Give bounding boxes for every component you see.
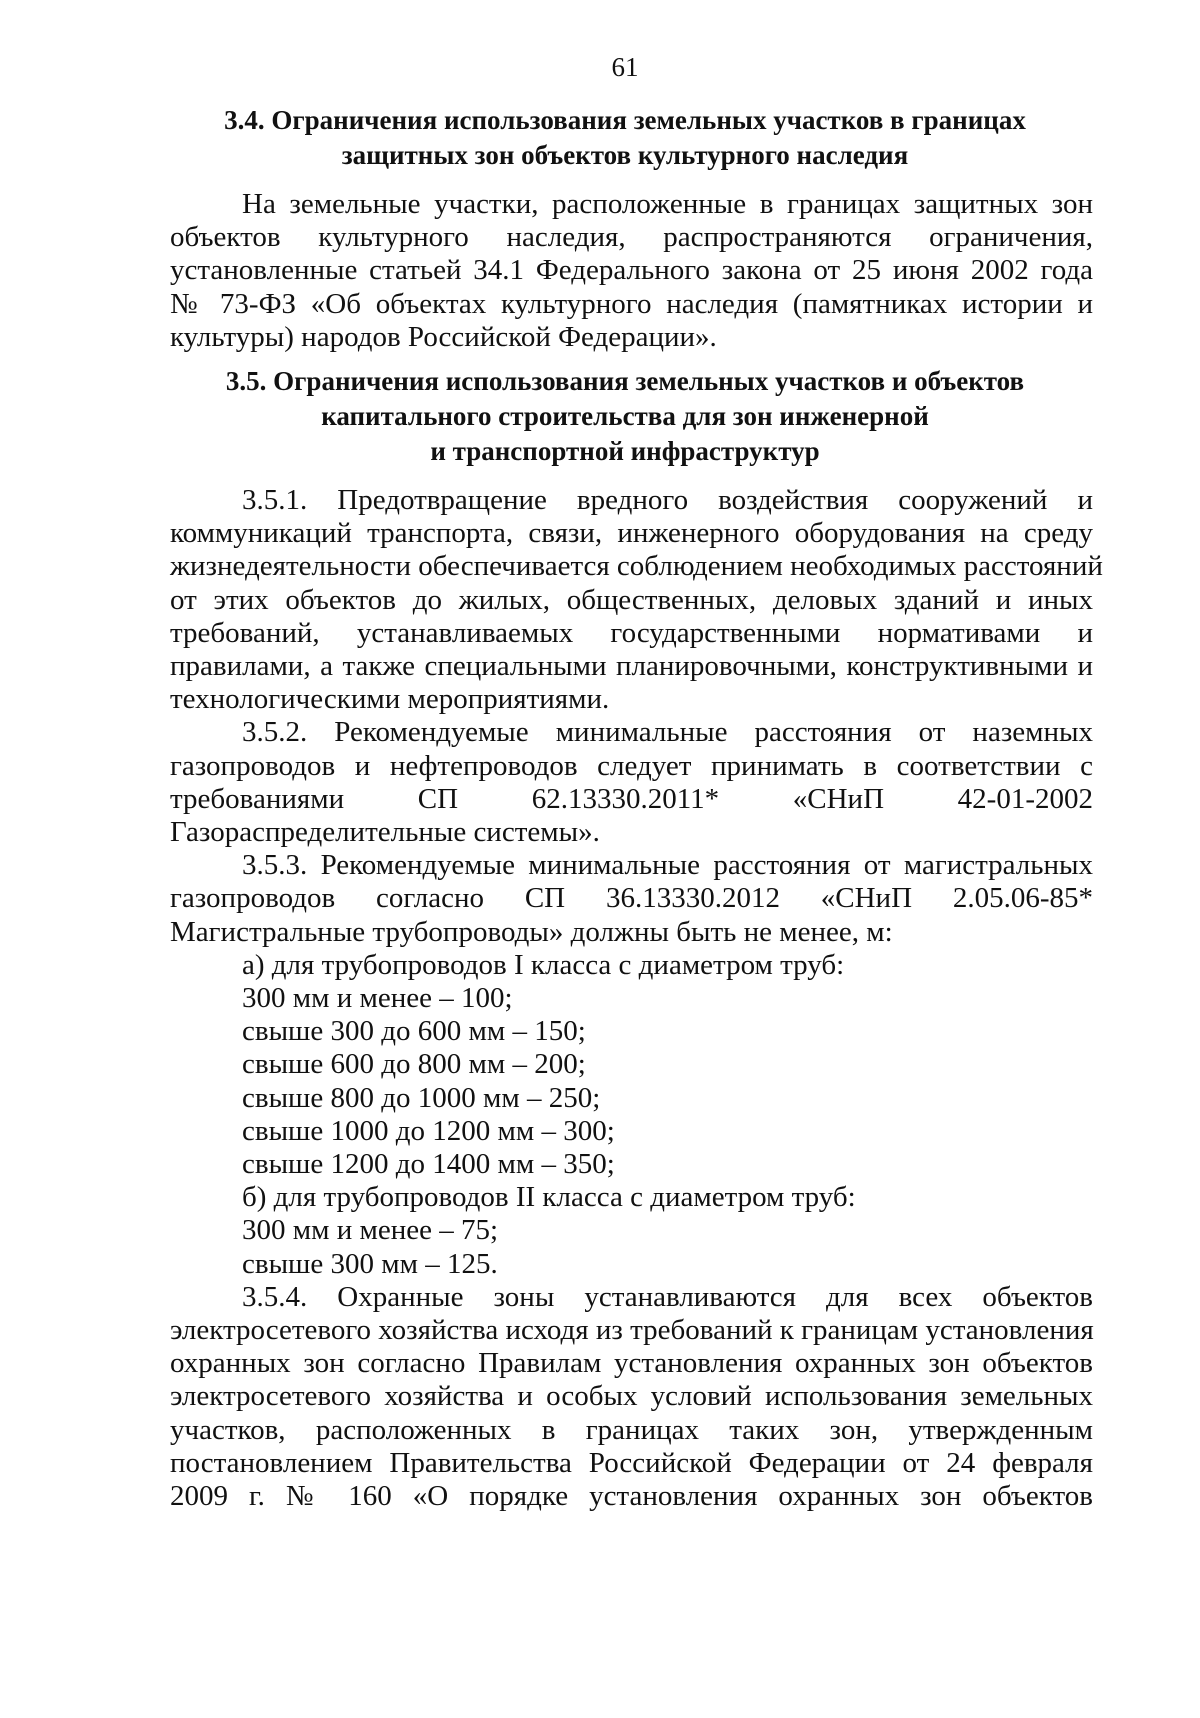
page-number: 61 [611, 52, 639, 82]
text-line: Газораспределительные системы». [170, 816, 600, 849]
text-line: требованиями СП 62.13330.2011* «СНиП 42-01-2002 [170, 782, 1093, 815]
heading-line: капитального строительства для зон инженерной [321, 401, 929, 431]
text-line: от этих объектов до жилых, общественных, деловых зданий и иных [170, 583, 1093, 616]
text-line: технологическими мероприятиями. [170, 683, 610, 716]
text-line: электросетевого хозяйства исходя из требований к границам установления [170, 1314, 1094, 1347]
list-item: свыше 300 мм – 125. [242, 1247, 498, 1280]
text-line: постановлением Правительства Российской Федерации от 24 февраля [170, 1446, 1093, 1479]
text-line: жизнедеятельности обеспечивается соблюдением необходимых расстояний [170, 550, 1103, 583]
text-line: № 73-ФЗ «Об объектах культурного наследия (памятниках истории и [170, 287, 1093, 320]
text-line: культуры) народов Российской Федерации». [170, 320, 717, 353]
text-line: 3.5.4. Охранные зоны устанавливаются для всех объектов [242, 1280, 1093, 1313]
text-line: газопроводов и нефтепроводов следует принимать в соответствии с [170, 749, 1093, 782]
section-3-4-paragraph [170, 188, 1093, 354]
heading-line: 3.4. Ограничения использования земельных участков в границах [224, 105, 1026, 135]
text-line: установленные статьей 34.1 Федерального закона от 25 июня 2002 года [170, 254, 1093, 287]
list-item: 300 мм и менее – 100; [242, 982, 513, 1015]
list-item: свыше 800 до 1000 мм – 250; [242, 1081, 601, 1114]
list-item: свыше 300 до 600 мм – 150; [242, 1015, 586, 1048]
text-line: охранных зон согласно Правилам установления охранных зон объектов [170, 1347, 1093, 1380]
heading-line: защитных зон объектов культурного наследия [341, 140, 909, 170]
section-3-4-heading [150, 103, 1100, 173]
text-line: На земельные участки, расположенные в границах защитных зон [242, 188, 1093, 220]
text-line: электросетевого хозяйства и особых условий использования земельных [170, 1380, 1093, 1413]
text-line: правилами, а также специальными планировочными, конструктивными и [170, 650, 1093, 683]
list-item: б) для трубопроводов II класса с диаметром труб: [242, 1181, 856, 1214]
list-item: свыше 1000 до 1200 мм – 300; [242, 1114, 615, 1147]
text-line: газопроводов согласно СП 36.13330.2012 «СНиП 2.05.06-85* [170, 882, 1093, 915]
text-line: объектов культурного наследия, распространяются ограничения, [170, 221, 1093, 254]
text-line: 3.5.1. Предотвращение вредного воздействия сооружений и [242, 484, 1093, 516]
text-line: коммуникаций транспорта, связи, инженерного оборудования на среду [170, 517, 1093, 550]
heading-line: 3.5. Ограничения использования земельных участков и объектов [225, 366, 1025, 396]
text-line: Магистральные трубопроводы» должны быть не менее, м: [170, 915, 893, 948]
list-item: свыше 600 до 800 мм – 200; [242, 1048, 586, 1081]
text-line: 2009 г. № 160 «О порядке установления охранных зон объектов [170, 1480, 1093, 1513]
list-item: а) для трубопроводов I класса с диаметром труб: [242, 948, 845, 981]
section-3-5-heading [150, 364, 1100, 469]
text-line: 3.5.3. Рекомендуемые минимальные расстояния от магистральных [242, 849, 1093, 882]
text-line: 3.5.2. Рекомендуемые минимальные расстояния от наземных [242, 716, 1093, 749]
text-line: участков, расположенных в границах таких зон, утвержденным [170, 1413, 1093, 1446]
text-line: требований, устанавливаемых государственными нормативами и [170, 616, 1093, 649]
list-item: свыше 1200 до 1400 мм – 350; [242, 1148, 615, 1181]
paragraph-3-5-1 [170, 484, 1103, 1513]
heading-line: и транспортной инфраструктур [430, 436, 820, 466]
list-item: 300 мм и менее – 75; [242, 1214, 499, 1247]
